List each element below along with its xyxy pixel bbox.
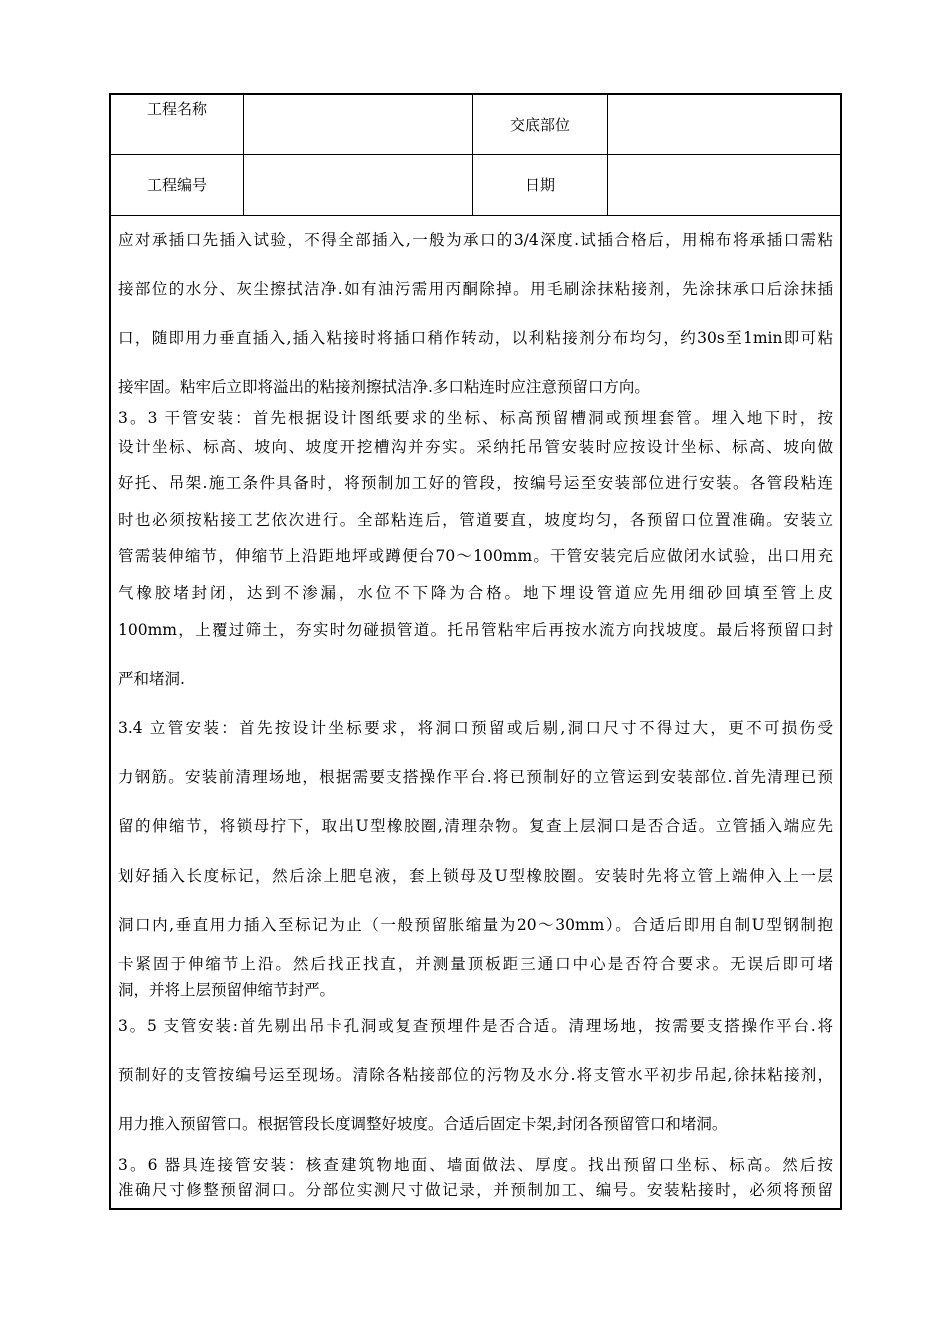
content-line: 预制好的支管按编号运至现场。清除各粘接部位的污物及水分.将支管水平初步吊起,徐抹粘接剂， <box>118 1066 833 1084</box>
content-line: 用力推入预留管口。根据管段长度调整好坡度。合适后固定卡架,封闭各预留管口和堵洞。 <box>118 1115 728 1133</box>
project-no-label: 工程编号 <box>146 176 207 194</box>
content-line: 3。3 干管安装：首先根据设计图纸要求的坐标、标高预留槽洞或预埋套管。埋入地下时，按 <box>118 409 833 427</box>
disclosure-form <box>109 93 842 1210</box>
header-row-divider <box>111 154 840 155</box>
content-line: 应对承插口先插入试验，不得全部插入,一般为承口的3/4深度.试插合格后，用棉布将承插口需粘 <box>118 231 833 249</box>
content-line: 留的伸缩节，将锁母拧下，取出U型橡胶圈,清理杂物。复查上层洞口是否合适。立管插入端应先 <box>118 817 833 835</box>
content-line: 洞口内,垂直用力插入至标记为止（一般预留胀缩量为20～30mm）。合适后即用自制U型钢制抱 <box>118 916 833 934</box>
content-line: 好托、吊架.施工条件具备时，将预制加工好的管段，按编号运至安装部位进行安装。各管段粘连 <box>118 474 833 492</box>
content-line: 洞，并将上层预留伸缩节封严。 <box>118 981 336 999</box>
content-line: 划好插入长度标记，然后涂上肥皂液，套上锁母及U型橡胶圈。安装时先将立管上端伸入上一层 <box>118 867 833 885</box>
content-line: 3。5 支管安装:首先剔出吊卡孔洞或复查预埋件是否合适。清理场地，按需要支搭操作平台.将 <box>118 1017 833 1035</box>
content-line: 3.4 立管安装：首先按设计坐标要求，将洞口预留或后剔,洞口尺寸不得过大，更不可损伤受 <box>118 719 833 737</box>
content-line: 力钢筋。安装前清理场地，根据需要支搭操作平台.将已预制好的立管运到安装部位.首先清理已预 <box>118 768 833 786</box>
header-table <box>111 95 840 216</box>
content-line: 时也必须按粘接工艺依次进行。全部粘连后，管道要直，坡度均匀，各预留口位置准确。安装立 <box>118 511 833 529</box>
project-name-label: 工程名称 <box>146 100 207 118</box>
header-col-divider-3 <box>607 95 608 216</box>
content-line: 卡紧固于伸缩节上沿。然后找正找直，并测量顶板距三通口中心是否符合要求。无误后即可堵 <box>118 955 833 973</box>
header-col-divider-2 <box>472 95 473 216</box>
content-line: 接部位的水分、灰尘擦拭洁净.如有油污需用丙酮除掉。用毛刷涂抹粘接剂，先涂抹承口后涂抹插 <box>118 280 833 298</box>
content-line: 100mm，上覆过筛土，夯实时勿碰损管道。托吊管粘牢后再按水流方向找坡度。最后将预留口封 <box>118 621 833 639</box>
content-line: 设计坐标、标高、坡向、坡度开挖槽沟并夯实。采纳托吊管安装时应按设计坐标、标高、坡向做 <box>118 438 833 456</box>
content-line: 3。6 器具连接管安装：核查建筑物地面、墙面做法、厚度。找出预留口坐标、标高。然后按 <box>118 1156 833 1174</box>
content-line: 管需装伸缩节，伸缩节上沿距地坪或蹲便台70～100mm。干管安装完后应做闭水试验，出口用充 <box>118 547 833 565</box>
header-col-divider-1 <box>243 95 244 216</box>
header-bottom-border <box>111 215 840 216</box>
date-label: 日期 <box>524 176 555 194</box>
content-line: 严和堵洞. <box>118 670 185 688</box>
content-line: 接牢固。粘牢后立即将溢出的粘接剂擦拭洁净.多口粘连时应注意预留口方向。 <box>118 378 650 396</box>
content-line: 准确尺寸修整预留洞口。分部位实测尺寸做记录，并预制加工、编号。安装粘接时，必须将预留 <box>118 1181 833 1199</box>
location-label: 交底部位 <box>509 116 570 134</box>
content-line: 气橡胶堵封闭，达到不渗漏，水位不下降为合格。地下埋设管道应先用细砂回填至管上皮 <box>118 584 833 602</box>
content-line: 口，随即用力垂直插入,插入粘接时将插口稍作转动，以利粘接剂分布均匀，约30s至1min即可粘 <box>118 329 833 347</box>
